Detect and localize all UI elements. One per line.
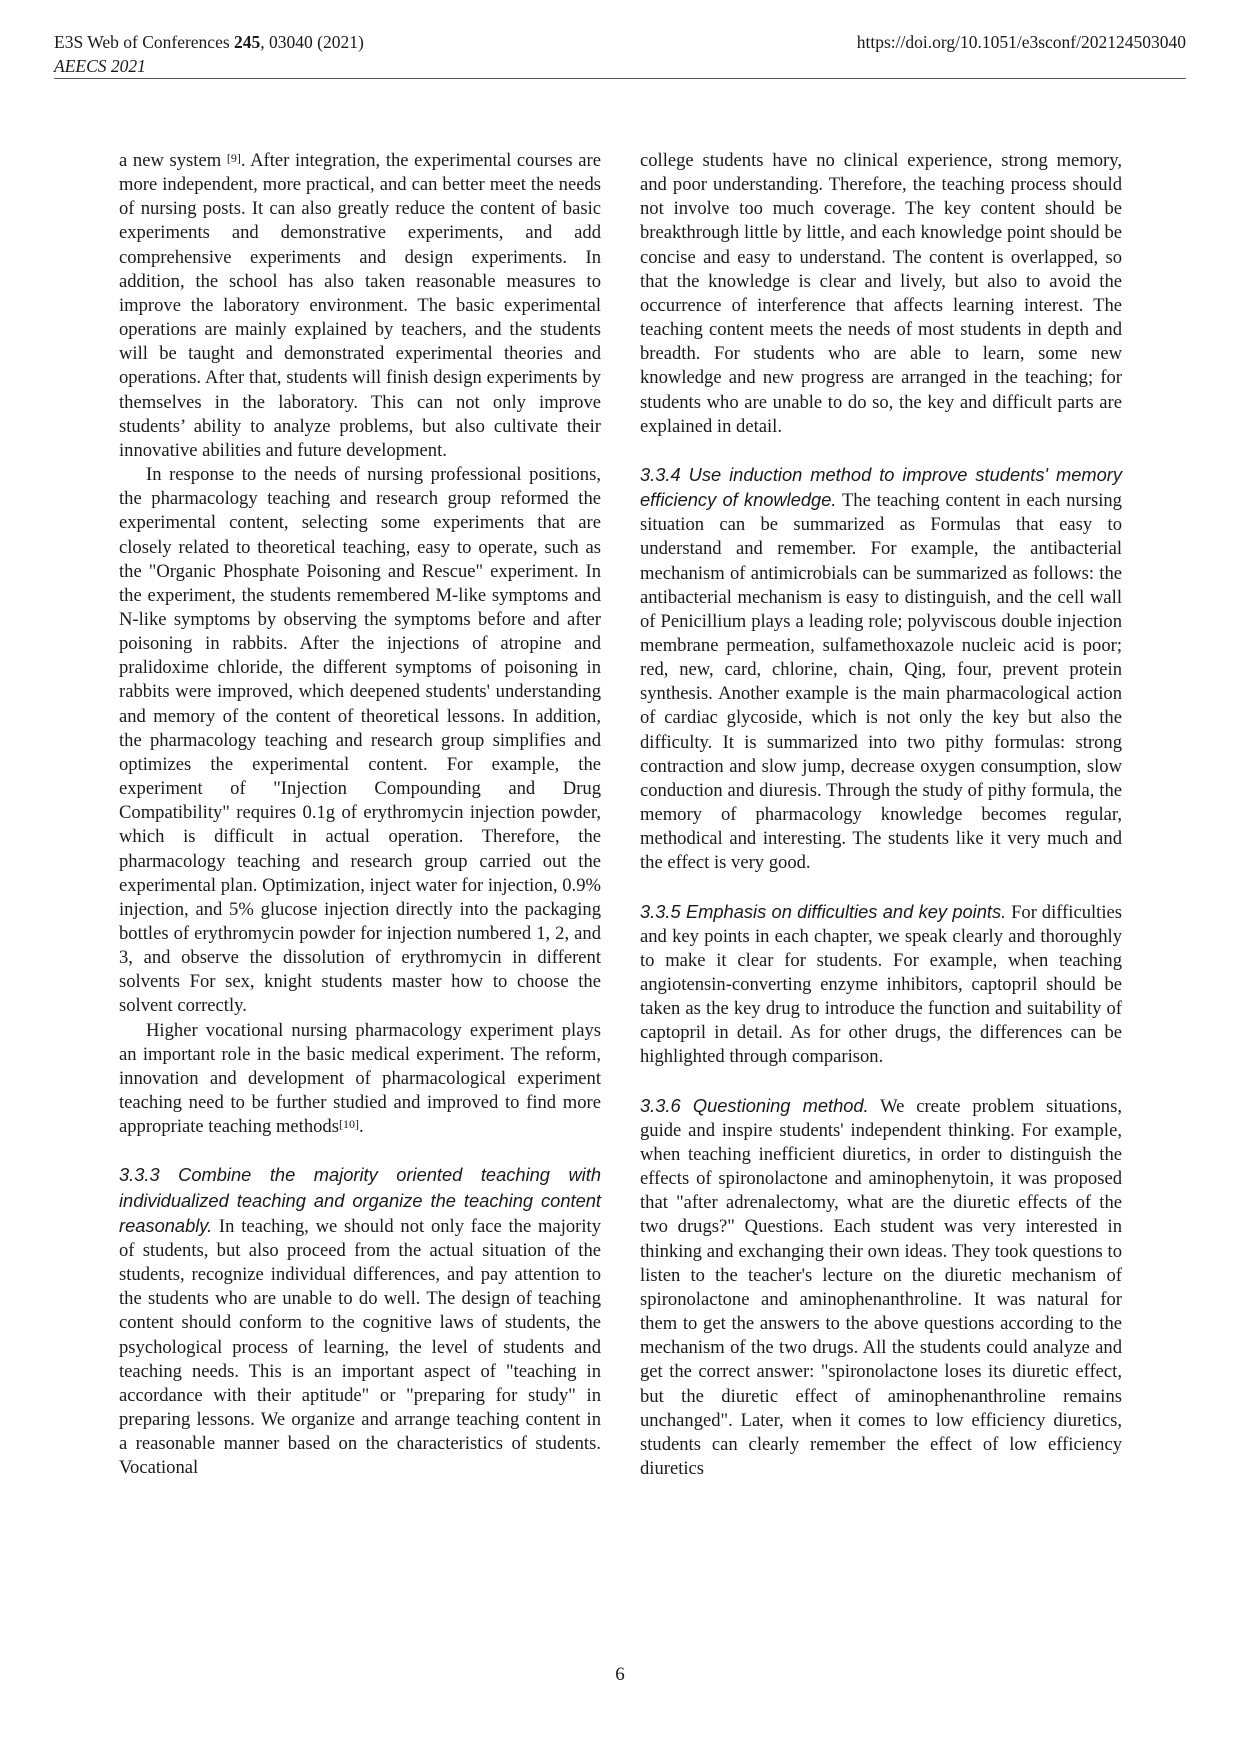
section-3-3-5 [640, 900, 1122, 1070]
paragraph-text: Higher vocational nursing pharmacology experiment plays an important role in the basic medical experiment. The reform, innovation and development of pharmacological experiment teaching need to be further studied and improved to find more appropriate teaching methods [119, 1019, 601, 1138]
section-body-3-3-6: We create problem situations, guide and inspire students' independent thinking. For example, when teaching inefficient diuretics, in order to distinguish the effects of spironolactone and aminophenytoin, it was proposed that "after adrenalectomy, what are the diuretic effects of the two drugs?" Questions. Each student was very interested in thinking and exchanging their own ideas. They took questions to listen to the teacher's lecture on the diuretic mechanism of spironolactone and aminophenanthroline. It was natural for them to get the answers to the above questions according to the mechanism of the two drugs. All the students could analyze and get the correct answer: "spironolactone loses its diuretic effect, but the diuretic effect of aminophenanthroline remains unchanged". Later, when it comes to low efficiency diuretics, students can clearly remember the effect of low efficiency diuretics [640, 1095, 1122, 1479]
left-column [119, 149, 601, 1480]
journal-volume: 245 [234, 32, 261, 52]
section-3-3-6 [640, 1094, 1122, 1482]
citation-ref-10[interactable]: [10] [338, 1117, 359, 1132]
section-3-3-3 [119, 1163, 601, 1480]
paragraph-text: . [358, 1116, 364, 1138]
paragraph-vocational-cont: college students have no clinical experience, strong memory, and poor understanding. Therefore, the teaching process should not involve too much coverage. The key content should be breakthrough little by little, and each knowledge point should be concise and easy to understand. The content is overlapped, so that the knowledge is clear and lively, but also to avoid the occurrence of interference that affects learning interest. The teaching content meets the needs of most students in depth and breadth. For students who are able to learn, some new knowledge and new progress are arranged in the teaching; for students who are unable to do so, the key and difficult parts are explained in detail. [640, 150, 1122, 437]
section-title-3-3-5: 3.3.5 Emphasis on difficulties and key points. [640, 900, 1007, 922]
paragraph-text: a new system [119, 150, 227, 171]
section-body-3-3-3: In teaching, we should not only face the majority of students, but also proceed from the actual situation of the students, recognize individual differences, and pay attention to the students who are unable to do well. The design of teaching content should conform to the cognitive laws of students, the psychological process of learning, the level of students and teaching needs. This is an important aspect of "teaching in accordance with their aptitude" or "preparing for study" in preparing lessons. We organize and arrange teaching content in a reasonable manner based on the characteristics of students. Vocational [119, 1215, 601, 1479]
article-number: , 03040 (2021) [260, 32, 364, 52]
section-title-3-3-3: 3.3.3 Combine the majority oriented teaching with individualized teaching and organize the teaching content reasonably. [119, 1164, 601, 1236]
paragraph-experiment-reform: In response to the needs of nursing professional positions, the pharmacology teaching and research group reformed the experimental content, selecting some experiments that are closely related to theoretical teaching, easy to operate, such as the "Organic Phosphate Poisoning and Rescue" experiment. In the experiment, the students remembered M-like symptoms and N-like symptoms by observing the symptoms before and after poisoning in rabbits. After the injections of atropine and pralidoxime chloride, the different symptoms of poisoning in rabbits were improved, which deepened students' understanding and memory of the content of theoretical lessons. In addition, the pharmacology teaching and research group simplifies and optimizes the experimental content. For example, the experiment of "Injection Compounding and Drug Compatibility" requires 0.1g of erythromycin injection powder, which is difficult in actual operation. Therefore, the pharmacology teaching and research group carried out the experimental plan. Optimization, inject water for injection, 0.9% injection, and 5% glucose injection directly into the packaging bottles of erythromycin powder for injection numbered 1, 2, and 3, and observe the dissolution of erythromycin in different solvents For sex, knight students master how to choose the solvent correctly. [119, 464, 601, 1017]
section-3-3-4 [640, 463, 1122, 876]
paragraph-intro-cont [119, 149, 601, 463]
journal-name: E3S Web of Conferences [54, 32, 235, 52]
journal-citation [54, 30, 364, 78]
section-body-3-3-5: For difficulties and key points in each chapter, we speak clearly and thoroughly to make it clear for students. For example, when teaching angiotensin-converting enzyme inhibitors, captopril should be taken as the key drug to introduce the function and suitability of captopril in detail. As for other drugs, the differences can be highlighted through comparison. [640, 901, 1122, 1068]
right-column [640, 149, 1122, 1481]
page-header [54, 24, 1186, 79]
paragraph-text: . After integration, the experimental courses are more independent, more practical, and can better meet the needs of nursing posts. It can also greatly reduce the content of basic experiments and demonstrative experiments, and add comprehensive experiments and design experiments. In addition, the school has also taken reasonable measures to improve the laboratory environment. The basic experimental operations are mainly explained by teachers, and the students will be taught and demonstrated experimental theories and operations. After that, students will finish design experiments by themselves in the laboratory. This can not only improve students’ ability to analyze problems, but also cultivate their innovative abilities and future development. [119, 150, 601, 461]
paragraph-conclusion [119, 1019, 601, 1140]
conference-name: AEECS 2021 [54, 56, 146, 76]
section-title-3-3-4: 3.3.4 Use induction method to improve students' memory efficiency of knowledge. [640, 463, 1122, 511]
section-title-3-3-6: 3.3.6 Questioning method. [640, 1094, 869, 1116]
section-body-3-3-4: The teaching content in each nursing situation can be summarized as Formulas that easy to understand and remember. For example, the antibacterial mechanism of antimicrobials can be summarized as follows: the antibacterial mechanism is easy to distinguish, and the cell wall of Penicillium plays a leading role; polyviscous double injection membrane permeation, sulfamethoxazole nucleic acid is poor; red, new, card, chlorine, chain, Qing, four, prevent protein synthesis. Another example is the main pharmacological action of cardiac glycoside, which is not only the key but also the difficulty. It is summarized into two pithy formulas: strong contraction and slow jump, decrease oxygen consumption, slow conduction and diuresis. Through the study of pithy formula, the memory of pharmacology knowledge becomes regular, methodical and interesting. The students like it very much and the effect is very good. [640, 490, 1122, 874]
doi-link[interactable]: https://doi.org/10.1051/e3sconf/202124503040 [856, 32, 1186, 52]
page-number: 6 [615, 1664, 625, 1685]
citation-ref-9[interactable]: [9] [226, 151, 241, 165]
